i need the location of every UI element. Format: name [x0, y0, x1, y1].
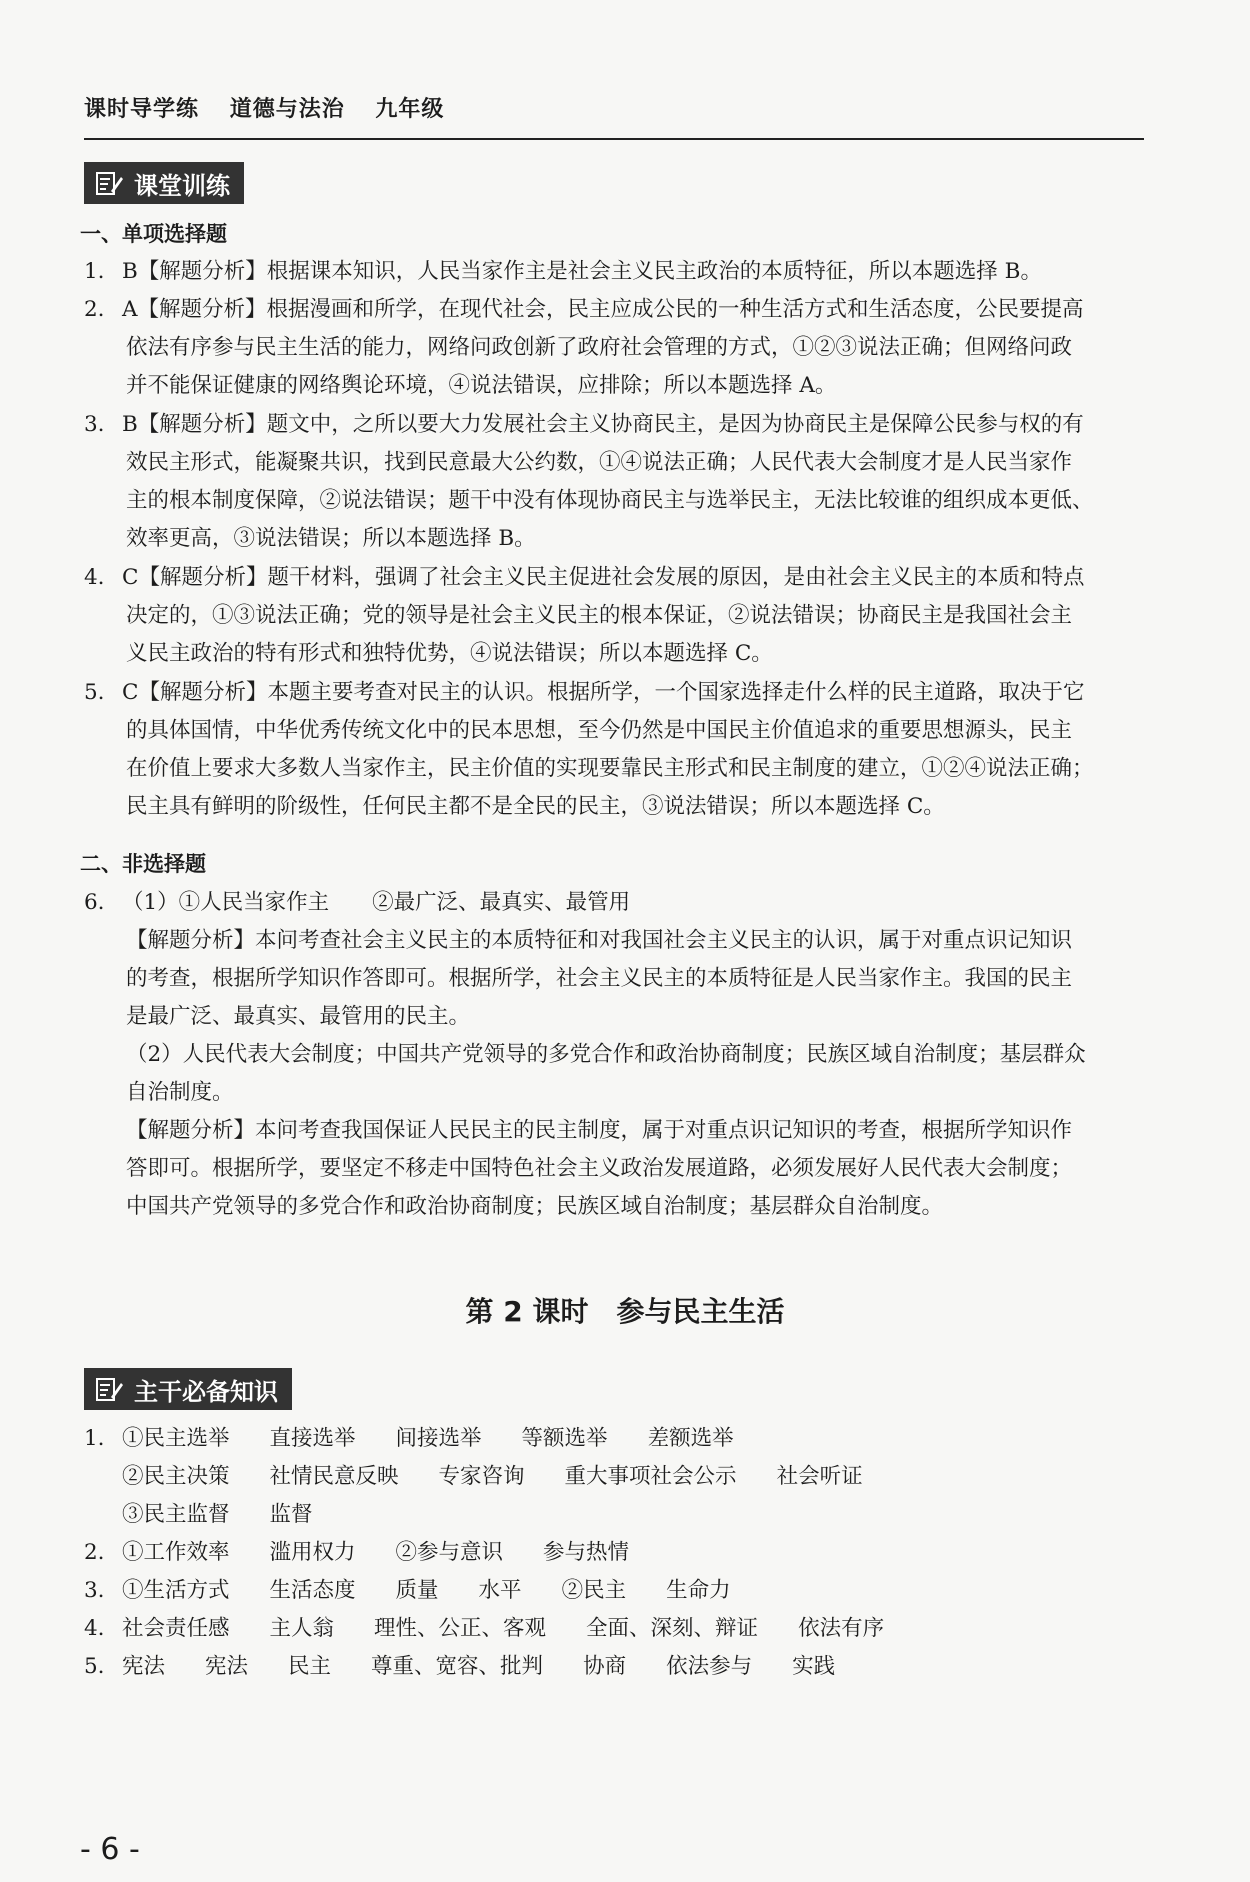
knowledge-row-number: 2.: [84, 1540, 105, 1565]
knowledge-row: [84, 1496, 1144, 1534]
knowledge-row: [84, 1610, 1144, 1648]
knowledge-term: 参与热情: [543, 1540, 630, 1565]
lesson-title: 第 2 课时 参与民主生活: [465, 1295, 785, 1328]
knowledge-term: 等额选举: [521, 1426, 608, 1451]
knowledge-term: 宪法: [205, 1654, 249, 1679]
knowledge-term: 生活态度: [269, 1578, 356, 1603]
header-rule: [84, 138, 1144, 140]
answer-q5: 5. C【解题分析】本题主要考查对民主的认识。根据所学，一个国家选择走什么样的民主道路，取决于它 的具体国情，中华优秀传统文化中的民本思想，至今仍然是中国民主价值追求的重要思想源头，民主 在价值上要求大多数人当家作主，民主价值的实现要靠民主形式和民主制度的建立，①②④说法正确； 民主具有鲜明的阶级性，任何民主都不是全民的民主，③说法错误；所以本题选择 C。: [84, 680, 1094, 819]
knowledge-term: 差额选举: [647, 1426, 734, 1451]
page-number: - 6 -: [80, 1832, 140, 1867]
subject-name: 道德与法治: [229, 97, 345, 122]
knowledge-term: 质量: [395, 1578, 439, 1603]
knowledge-list: [84, 1420, 1144, 1686]
knowledge-row-number: [84, 1458, 122, 1496]
knowledge-term: ②参与意识: [395, 1540, 504, 1565]
running-header: [84, 92, 466, 123]
knowledge-term: 间接选举: [395, 1426, 482, 1451]
answer-q2: 2. A【解题分析】根据漫画和所学，在现代社会，民主应成公民的一种生活方式和生活态度，公民要提高 依法有序参与民主生活的能力，网络问政创新了政府社会管理的方式，①②③说法正确；但网络问政 并不能保证健康的网络舆论环境，④说法错误，应排除；所以本题选择 A。: [84, 297, 1084, 398]
knowledge-row-number: 5.: [84, 1654, 105, 1679]
knowledge-term: 尊重、宽容、批判: [371, 1654, 544, 1679]
knowledge-term: ①工作效率: [122, 1540, 230, 1565]
knowledge-row: [84, 1534, 1144, 1572]
answer-q3: 3. B【解题分析】题文中，之所以要大力发展社会主义协商民主，是因为协商民主是保障公民参与权的有 效民主形式，能凝聚共识，找到民意最大公约数，①④说法正确；人民代表大会制度才是人民当家作 主的根本制度保障，②说法错误；题干中没有体现协商民主与选举民主，无法比较谁的组织成本更低、 效率更高，③说法错误；所以本题选择 B。: [84, 412, 1094, 551]
knowledge-term: 生命力: [666, 1578, 731, 1603]
knowledge-row: [84, 1572, 1144, 1610]
knowledge-term: ①民主选举: [122, 1426, 230, 1451]
notepad-pencil-icon: [94, 169, 124, 197]
knowledge-term: 滥用权力: [269, 1540, 356, 1565]
knowledge-row-number: [84, 1496, 122, 1534]
section-title: 课堂训练: [134, 171, 230, 200]
knowledge-term: 宪法: [122, 1654, 166, 1679]
knowledge-term: ②民主: [561, 1578, 627, 1603]
knowledge-row-number: 3.: [84, 1578, 105, 1603]
knowledge-term: 水平: [478, 1578, 522, 1603]
knowledge-term: 理性、公正、客观: [374, 1616, 547, 1641]
knowledge-row-number: 1.: [84, 1426, 105, 1451]
knowledge-term: 实践: [792, 1654, 836, 1679]
knowledge-term: ③民主监督: [122, 1502, 230, 1527]
knowledge-term: ②民主决策: [122, 1464, 230, 1489]
section-heading-class-training: [84, 162, 244, 204]
notepad-pencil-icon: [94, 1375, 124, 1403]
knowledge-term: 社情民意反映: [269, 1464, 399, 1489]
knowledge-term: ①生活方式: [122, 1578, 230, 1603]
knowledge-term: 监督: [269, 1502, 313, 1527]
answer-q4: 4. C【解题分析】题干材料，强调了社会主义民主促进社会发展的原因，是由社会主义民主的本质和特点 决定的，①③说法正确；党的领导是社会主义民主的根本保证，②说法错误；协商民主是我国社会主 义民主政治的特有形式和独特优势，④说法错误；所以本题选择 C。: [84, 565, 1085, 666]
knowledge-row: [84, 1420, 1144, 1458]
knowledge-term: 全面、深刻、辩证: [586, 1616, 759, 1641]
knowledge-term: 专家咨询: [438, 1464, 525, 1489]
section-title: 主干必备知识: [134, 1377, 278, 1406]
part2-heading: 二、非选择题: [80, 852, 206, 876]
knowledge-term: 社会责任感: [122, 1616, 230, 1641]
book-title: 课时导学练: [84, 97, 200, 122]
knowledge-term: 协商: [583, 1654, 627, 1679]
knowledge-term: 依法有序: [798, 1616, 885, 1641]
part1-heading: 一、单项选择题: [80, 222, 227, 246]
knowledge-term: 重大事项社会公示: [564, 1464, 737, 1489]
knowledge-term: 民主: [288, 1654, 332, 1679]
knowledge-row: [84, 1458, 1144, 1496]
grade-name: 九年级: [375, 97, 445, 122]
knowledge-term: 直接选举: [269, 1426, 356, 1451]
knowledge-row: [84, 1648, 1144, 1686]
knowledge-term: 主人翁: [269, 1616, 335, 1641]
knowledge-row-number: 4.: [84, 1616, 105, 1641]
knowledge-term: 依法参与: [666, 1654, 753, 1679]
section-heading-core-knowledge: [84, 1368, 292, 1410]
answer-q1: 1. B【解题分析】根据课本知识，人民当家作主是社会主义民主政治的本质特征，所以本题选择 B。: [84, 259, 1042, 284]
answer-q6: 6. （1）①人民当家作主 ②最广泛、最真实、最管用 【解题分析】本问考查社会主义民主的本质特征和对我国社会主义民主的认识，属于对重点识记知识 的考查，根据所学知识作答即可。根据所学，社会主义民主的本质特征是人民当家作主。我国的民主 是最广泛、最真实、最管用的民主。 （2）人民代表大会制度；中国共产党领导的多党合作和政治协商制度；民族区域自治制度；基层群众 自治制度。 【解题分析】本问考查我国保证人民民主的民主制度，属于对重点识记知识的考查，根据所学知识作 答即可。根据所学，要坚定不移走中国特色社会主义政治发展道路，必须发展好人民代表大会制度； 中国共产党领导的多党合作和政治协商制度；民族区域自治制度；基层群众自治制度。: [84, 890, 1086, 1219]
knowledge-term: 社会听证: [776, 1464, 863, 1489]
